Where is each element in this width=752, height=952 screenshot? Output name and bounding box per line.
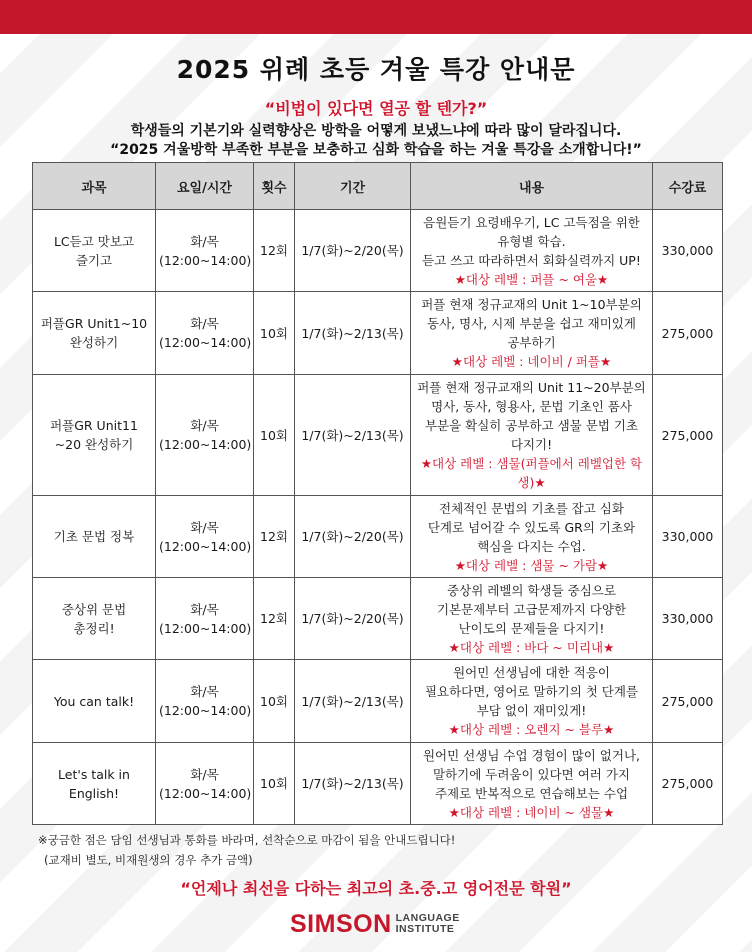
content-line: 명사, 동사, 형용사, 문법 기초인 품사 <box>431 399 632 414</box>
fee-cell: 330,000 <box>653 210 723 292</box>
day-time-cell <box>156 743 254 825</box>
count-cell: 12회 <box>254 578 295 660</box>
day-text: 화/목 <box>190 766 219 782</box>
subject-line: English! <box>68 785 120 801</box>
content-line: 퍼플 현재 정규교재의 Unit 11~20부분의 <box>417 380 646 395</box>
target-level: ★대상 레벨 : 샘물 ~ 가람★ <box>454 557 609 573</box>
target-level: ★대상 레벨 : 샘물(퍼플에서 레벨업한 학생)★ <box>420 456 643 490</box>
count-cell: 10회 <box>254 292 295 375</box>
subject-line: LC듣고 맛보고 <box>53 233 135 249</box>
content-cell <box>411 210 653 292</box>
content-cell <box>411 578 653 660</box>
table-row <box>33 210 723 292</box>
content-line: 전체적인 문법의 기초를 잡고 심화 <box>439 500 624 516</box>
day-text: 화/목 <box>190 684 219 699</box>
period-cell: 1/7(화)~2/20(목) <box>295 578 411 660</box>
subject-cell <box>33 210 156 292</box>
day-time-cell <box>156 375 254 496</box>
period-cell: 1/7(화)~2/13(목) <box>295 660 411 743</box>
content-line: 말하기에 두려움이 있다면 여러 가지 <box>432 766 631 782</box>
count-cell: 12회 <box>254 496 295 578</box>
subject-line: 총정리! <box>73 620 115 636</box>
day-time-cell <box>156 496 254 578</box>
content-line: 핵심을 다지는 수업. <box>477 538 586 554</box>
period-cell: 1/7(화)~2/13(목) <box>295 743 411 825</box>
fee-cell: 275,000 <box>653 743 723 825</box>
subject-cell <box>33 660 156 743</box>
count-cell: 12회 <box>254 210 295 292</box>
table-row <box>33 660 723 743</box>
subject-line: ~20 완성하기 <box>54 437 134 452</box>
footnote-inquiry: ※궁금한 점은 담임 선생님과 통화를 바라며, 선착순으로 마감이 됨을 안내드립니다! <box>38 833 456 847</box>
logo-sub-text <box>396 913 460 935</box>
content-line: 필요하다면, 영어로 말하기의 첫 단계를 <box>424 684 639 699</box>
count-cell: 10회 <box>254 660 295 743</box>
subject-cell <box>33 496 156 578</box>
day-time-cell <box>156 210 254 292</box>
header-period: 기간 <box>295 163 411 210</box>
subject-line: You can talk! <box>53 693 135 709</box>
time-text: (12:00~14:00) <box>159 538 252 554</box>
subject-cell <box>33 292 156 375</box>
content-line: 듣고 쓰고 따라하면서 회화실력까지 UP! <box>422 252 641 268</box>
count-cell: 10회 <box>254 375 295 496</box>
content-line: 난이도의 문제들을 다지기! <box>458 620 605 636</box>
subject-cell <box>33 578 156 660</box>
content-cell <box>411 660 653 743</box>
subject-line: Let's talk in <box>58 766 130 782</box>
period-cell: 1/7(화)~2/20(목) <box>295 210 411 292</box>
time-text: (12:00~14:00) <box>159 620 252 636</box>
day-text: 화/목 <box>190 601 219 617</box>
fee-cell: 275,000 <box>653 375 723 496</box>
subtitle: “비법이 있다면 열공 할 텐가?” <box>264 99 488 118</box>
day-text: 화/목 <box>190 418 219 433</box>
logo-language-text: LANGUAGE <box>395 912 460 924</box>
subject-line: 즐기고 <box>75 252 113 268</box>
content-line: 유형별 학습. <box>497 233 566 249</box>
header-content: 내용 <box>411 163 653 210</box>
course-table-body <box>33 210 723 825</box>
time-text: (12:00~14:00) <box>159 252 252 268</box>
time-text: (12:00~14:00) <box>159 335 252 350</box>
subject-line: 기초 문법 정복 <box>53 529 135 544</box>
header-fee: 수강료 <box>653 163 723 210</box>
target-level: ★대상 레벨 : 네이비 ~ 샘물★ <box>448 804 615 820</box>
header-day-time: 요일/시간 <box>156 163 254 210</box>
period-cell: 1/7(화)~2/13(목) <box>295 375 411 496</box>
table-row <box>33 292 723 375</box>
table-header-row <box>33 163 723 210</box>
subject-line: 퍼플GR Unit11 <box>50 418 138 433</box>
slogan: “언제나 최선을 다하는 최고의 초.중.고 영어전문 학원” <box>180 879 572 898</box>
subject-line: 중상위 문법 <box>61 601 127 617</box>
content-line: 부분을 확실히 공부하고 샘물 문법 기초 <box>424 418 639 433</box>
footnote-materials: (교재비 별도, 비재원생의 경우 추가 금액) <box>44 853 253 867</box>
content-line: 기본문제부터 고급문제까지 다양한 <box>436 601 627 617</box>
content-line: 단계로 넘어갈 수 있도록 GR의 기초와 <box>427 519 636 535</box>
header-count: 횟수 <box>254 163 295 210</box>
header-subject: 과목 <box>33 163 156 210</box>
day-time-cell <box>156 578 254 660</box>
simson-logo <box>290 908 460 940</box>
logo-institute-text: INSTITUTE <box>395 923 455 935</box>
fee-cell: 330,000 <box>653 578 723 660</box>
content-line: 음원듣기 요령배우기, LC 고득점을 위한 <box>423 214 640 230</box>
fee-cell: 330,000 <box>653 496 723 578</box>
target-level: ★대상 레벨 : 바다 ~ 미리내★ <box>448 639 615 655</box>
time-text: (12:00~14:00) <box>159 703 252 718</box>
content-line: 퍼플 현재 정규교재의 Unit 1~10부분의 <box>421 297 642 312</box>
period-cell: 1/7(화)~2/13(목) <box>295 292 411 375</box>
content-line: 공부하기 <box>507 335 556 350</box>
page-title: 2025 위례 초등 겨울 특강 안내문 <box>176 55 576 84</box>
day-time-cell <box>156 292 254 375</box>
count-cell: 10회 <box>254 743 295 825</box>
content-line: 중상위 레벨의 학생들 중심으로 <box>447 582 616 598</box>
intro-line-2: “2025 겨울방학 부족한 부분을 보충하고 심화 학습을 하는 겨울 특강을 소개합니다!” <box>110 142 642 158</box>
logo-main-text: SIMSON <box>290 909 392 938</box>
subject-cell <box>33 375 156 496</box>
content-line: 원어민 선생님에 대한 적응이 <box>453 665 610 680</box>
content-cell <box>411 375 653 496</box>
table-row <box>33 578 723 660</box>
content-line: 동사, 명사, 시제 부분을 쉽고 재미있게 <box>427 316 636 331</box>
target-level: ★대상 레벨 : 퍼플 ~ 여울★ <box>454 271 609 287</box>
target-level: ★대상 레벨 : 네이비 / 퍼플★ <box>451 354 612 369</box>
content-cell <box>411 743 653 825</box>
subject-cell <box>33 743 156 825</box>
content-line: 다지기! <box>510 437 553 452</box>
content-line: 주제로 반복적으로 연습해보는 수업 <box>434 785 629 801</box>
time-text: (12:00~14:00) <box>159 437 252 452</box>
content-line: 부담 없이 재미있게! <box>476 703 587 718</box>
day-text: 화/목 <box>190 519 219 535</box>
content-cell <box>411 496 653 578</box>
day-time-cell <box>156 660 254 743</box>
fee-cell: 275,000 <box>653 292 723 375</box>
subject-line: 퍼플GR Unit1~10 <box>40 316 148 331</box>
day-text: 화/목 <box>190 316 219 331</box>
table-row <box>33 375 723 496</box>
content-line: 원어민 선생님 수업 경험이 많이 없거나, <box>422 747 641 763</box>
intro-line-1: 학생들의 기본기와 실력향상은 방학을 어떻게 보냈느냐에 따라 많이 달라집니다. <box>130 123 622 139</box>
day-text: 화/목 <box>190 233 219 249</box>
table-row <box>33 743 723 825</box>
target-level: ★대상 레벨 : 오렌지 ~ 블루★ <box>448 722 615 737</box>
table-row <box>33 496 723 578</box>
fee-cell: 275,000 <box>653 660 723 743</box>
course-table <box>32 162 723 825</box>
period-cell: 1/7(화)~2/20(목) <box>295 496 411 578</box>
content-cell <box>411 292 653 375</box>
time-text: (12:00~14:00) <box>159 785 252 801</box>
subject-line: 완성하기 <box>69 335 119 350</box>
